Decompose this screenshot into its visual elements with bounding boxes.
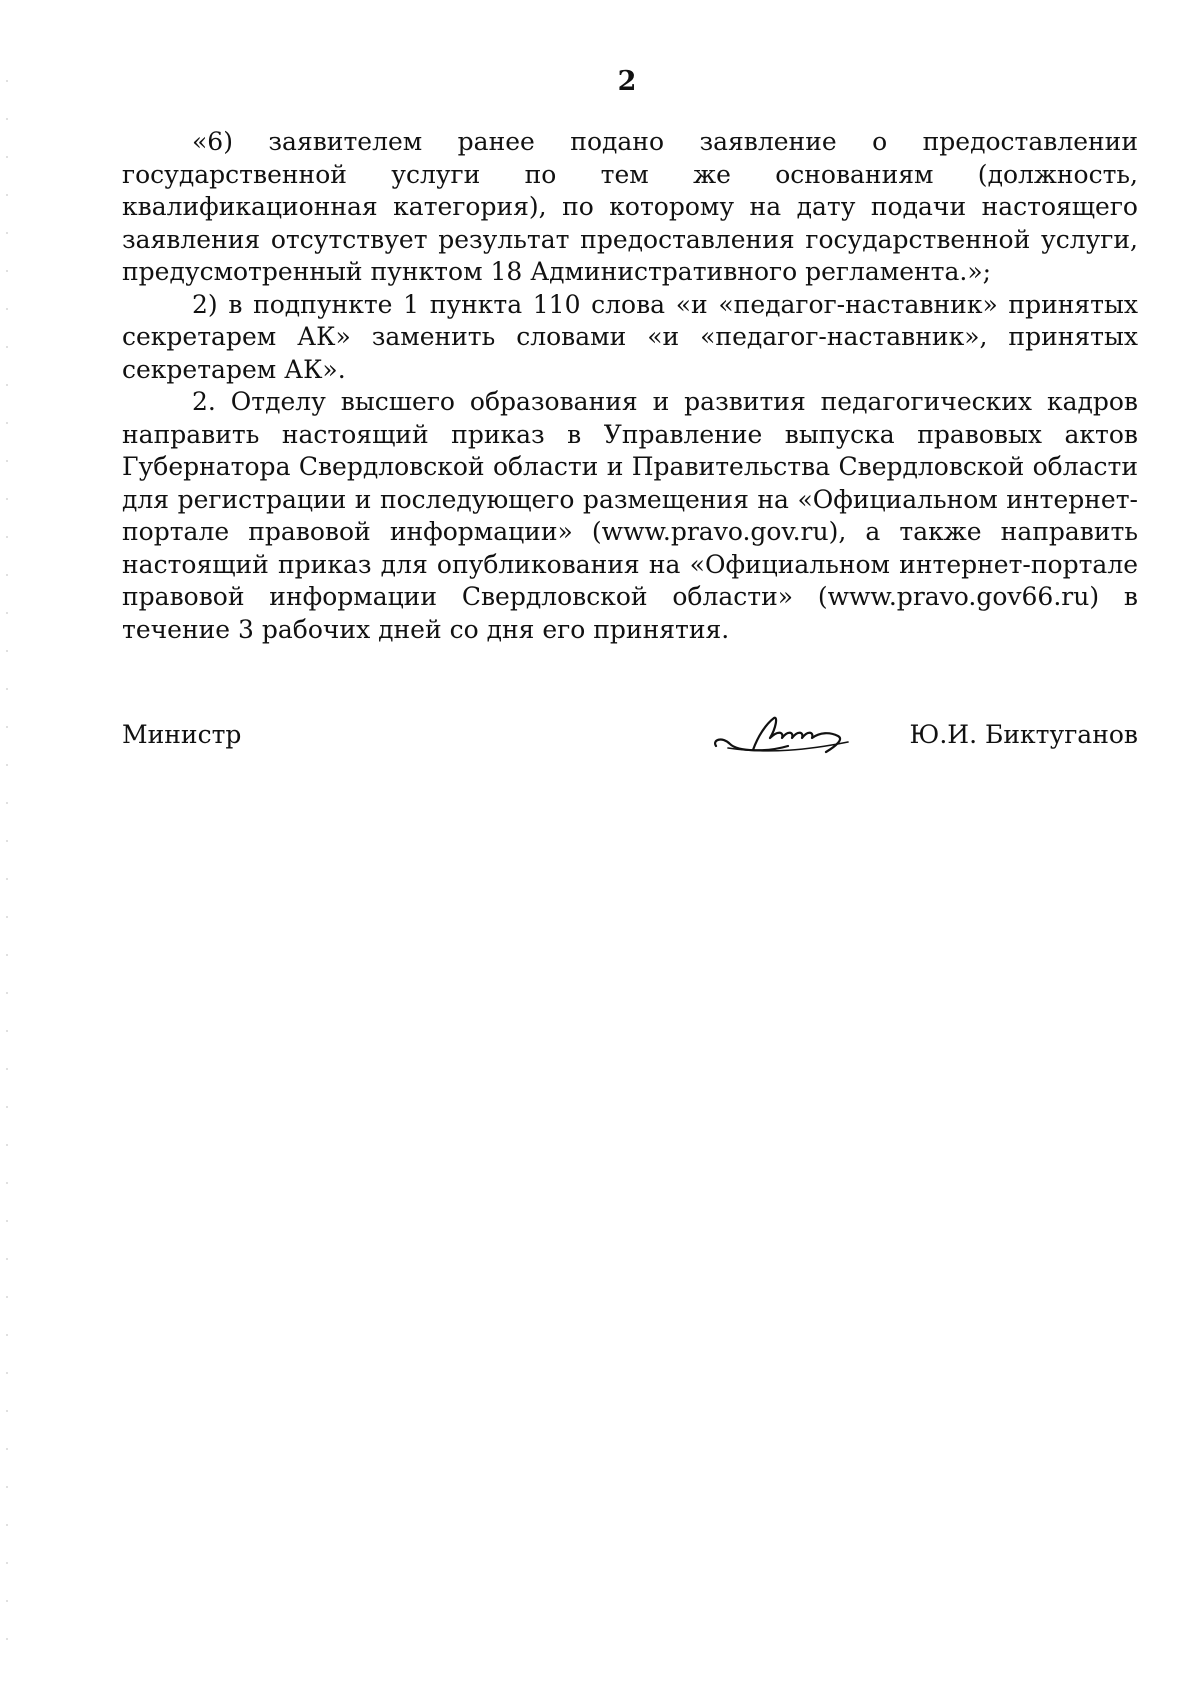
paragraph-item-6: «6) заявителем ранее подано заявление о предоставлении государственной услуги по тем же основаниям (должность, квалификационная категория), по которому на дату подачи настоящего заявления отсутствует результат предоставления государственной услуги, предусмотренный пунктом 18 Административного регламента.»; [122,127,1138,286]
paragraph-subitem-2: 2) в подпункте 1 пункта 110 слова «и «педагог-наставник» принятых секретарем АК» заменить словами «и «педагог-наставник», принятых секретарем АК». [122,289,1138,384]
scan-edge-artifact [6,80,8,1640]
document-body [122,126,1138,646]
handwritten-signature-icon [708,706,888,766]
paragraph-section-2: 2. Отделу высшего образования и развития педагогических кадров направить настоящий приказ в Управление выпуска правовых актов Губернатора Свердловской области и Правительства Свердловской области для регистрации и последующего размещения на «Официальном интернет-портале правовой информации» (www.pravo.gov.ru), а также направить настоящий приказ для опубликования на «Официальном интернет-портале правовой информации Свердловской области» (www.pravo.gov66.ru) в течение 3 рабочих дней со дня его принятия. [122,387,1138,644]
signer-name: Ю.И. Биктуганов [909,720,1138,749]
page-number: 2 [617,66,637,97]
signer-position: Министр [122,720,242,749]
signature-block [122,720,1138,780]
